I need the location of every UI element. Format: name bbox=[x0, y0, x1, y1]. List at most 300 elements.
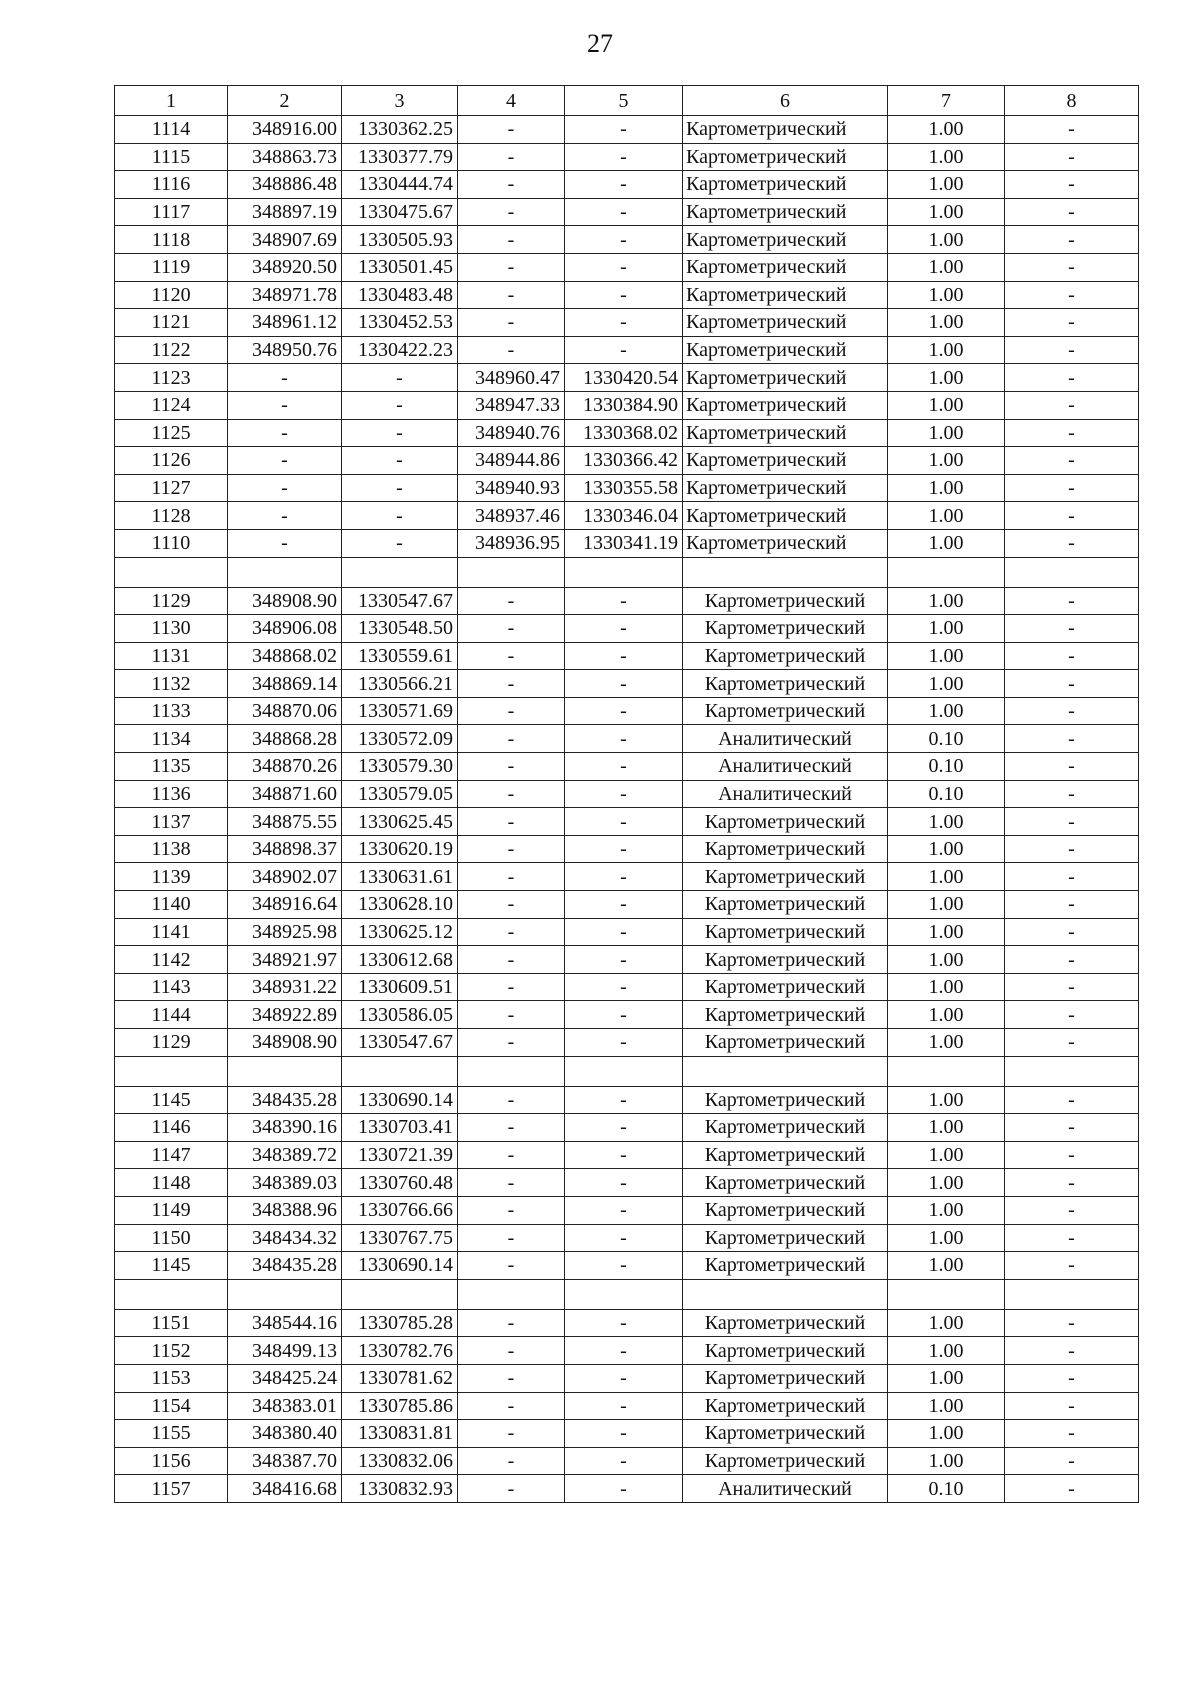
table-cell: 1132 bbox=[115, 670, 228, 698]
table-cell: 348920.50 bbox=[228, 253, 342, 281]
table-cell: 348869.14 bbox=[228, 670, 342, 698]
table-cell: - bbox=[228, 447, 342, 475]
table-row bbox=[115, 973, 1139, 1001]
table-cell: - bbox=[1005, 946, 1139, 974]
table-cell: - bbox=[458, 725, 565, 753]
table-cell: - bbox=[1005, 1029, 1139, 1057]
table-cell: - bbox=[565, 1114, 683, 1142]
table-cell: - bbox=[458, 780, 565, 808]
empty-cell bbox=[565, 557, 683, 587]
table-cell: - bbox=[458, 973, 565, 1001]
table-cell: - bbox=[1005, 171, 1139, 199]
table-cell: 348871.60 bbox=[228, 780, 342, 808]
table-row bbox=[115, 835, 1139, 863]
empty-cell bbox=[115, 557, 228, 587]
table-cell: - bbox=[228, 529, 342, 557]
table-row bbox=[115, 615, 1139, 643]
table-cell: Картометрический bbox=[683, 253, 888, 281]
table-cell: 1330766.66 bbox=[342, 1196, 458, 1224]
table-row bbox=[115, 419, 1139, 447]
table-row bbox=[115, 391, 1139, 419]
empty-cell bbox=[115, 1056, 228, 1086]
table-cell: 0.10 bbox=[888, 1475, 1005, 1503]
table-cell: Картометрический bbox=[683, 1196, 888, 1224]
table-cell: 1119 bbox=[115, 253, 228, 281]
table-cell: Картометрический bbox=[683, 1029, 888, 1057]
table-cell: 1.00 bbox=[888, 364, 1005, 392]
table-row bbox=[115, 364, 1139, 392]
table-cell: 1.00 bbox=[888, 891, 1005, 919]
table-cell: - bbox=[1005, 1169, 1139, 1197]
table-cell: 1.00 bbox=[888, 143, 1005, 171]
table-row bbox=[115, 474, 1139, 502]
table-cell: 1155 bbox=[115, 1420, 228, 1448]
table-cell: 1118 bbox=[115, 226, 228, 254]
table-cell: Картометрический bbox=[683, 863, 888, 891]
header-cell: 5 bbox=[565, 86, 683, 116]
table-cell: 1134 bbox=[115, 725, 228, 753]
table-cell: - bbox=[458, 116, 565, 144]
table-cell: 1.00 bbox=[888, 309, 1005, 337]
empty-cell bbox=[683, 557, 888, 587]
table-cell: - bbox=[1005, 615, 1139, 643]
table-cell: 1130 bbox=[115, 615, 228, 643]
table-cell: 348925.98 bbox=[228, 918, 342, 946]
table-cell: - bbox=[1005, 281, 1139, 309]
table-cell: - bbox=[228, 364, 342, 392]
table-cell: 348425.24 bbox=[228, 1364, 342, 1392]
table-cell: - bbox=[565, 697, 683, 725]
header-cell: 2 bbox=[228, 86, 342, 116]
table-cell: 1330566.21 bbox=[342, 670, 458, 698]
table-cell: - bbox=[565, 309, 683, 337]
table-cell: 1115 bbox=[115, 143, 228, 171]
table-cell: Картометрический bbox=[683, 973, 888, 1001]
table-cell: 1.00 bbox=[888, 918, 1005, 946]
table-row bbox=[115, 1475, 1139, 1503]
table-cell: - bbox=[1005, 1364, 1139, 1392]
table-cell: Аналитический bbox=[683, 1475, 888, 1503]
table-cell: 348908.90 bbox=[228, 1029, 342, 1057]
table-cell: 1330721.39 bbox=[342, 1141, 458, 1169]
table-cell: - bbox=[565, 143, 683, 171]
table-cell: - bbox=[565, 973, 683, 1001]
table-cell: 1129 bbox=[115, 1029, 228, 1057]
table-row bbox=[115, 116, 1139, 144]
table-cell: 348870.06 bbox=[228, 697, 342, 725]
table-cell: 1142 bbox=[115, 946, 228, 974]
coordinates-table bbox=[114, 85, 1139, 1503]
table-cell: 1330355.58 bbox=[565, 474, 683, 502]
table-cell: 1330346.04 bbox=[565, 502, 683, 530]
table-cell: Картометрический bbox=[683, 1224, 888, 1252]
table-cell: 1330609.51 bbox=[342, 973, 458, 1001]
table-row bbox=[115, 171, 1139, 199]
table-cell: 1.00 bbox=[888, 226, 1005, 254]
empty-cell bbox=[342, 557, 458, 587]
table-cell: 348434.32 bbox=[228, 1224, 342, 1252]
table-cell: - bbox=[342, 447, 458, 475]
table-cell: 1330547.67 bbox=[342, 587, 458, 615]
table-cell: - bbox=[1005, 808, 1139, 836]
table-cell: 1.00 bbox=[888, 863, 1005, 891]
table-cell: - bbox=[1005, 474, 1139, 502]
table-cell: - bbox=[565, 1475, 683, 1503]
table-cell: 1133 bbox=[115, 697, 228, 725]
table-cell: 348936.95 bbox=[458, 529, 565, 557]
table-cell: 348390.16 bbox=[228, 1114, 342, 1142]
table-cell: - bbox=[458, 808, 565, 836]
table-cell: 1330625.45 bbox=[342, 808, 458, 836]
table-cell: - bbox=[228, 419, 342, 447]
table-cell: 348416.68 bbox=[228, 1475, 342, 1503]
table-cell: 348868.02 bbox=[228, 642, 342, 670]
table-cell: 1330690.14 bbox=[342, 1086, 458, 1114]
table-cell: 1330548.50 bbox=[342, 615, 458, 643]
header-cell: 3 bbox=[342, 86, 458, 116]
table-cell: 1330501.45 bbox=[342, 253, 458, 281]
table-row bbox=[115, 725, 1139, 753]
table-cell: - bbox=[1005, 780, 1139, 808]
table-cell: 1114 bbox=[115, 116, 228, 144]
empty-cell bbox=[1005, 557, 1139, 587]
table-cell: 1.00 bbox=[888, 502, 1005, 530]
table-cell: 1.00 bbox=[888, 336, 1005, 364]
table-row bbox=[115, 946, 1139, 974]
table-cell: - bbox=[565, 226, 683, 254]
table-cell: 348960.47 bbox=[458, 364, 565, 392]
table-cell: Картометрический bbox=[683, 281, 888, 309]
table-cell: - bbox=[458, 642, 565, 670]
table-cell: 1.00 bbox=[888, 116, 1005, 144]
table-cell: 1330444.74 bbox=[342, 171, 458, 199]
table-cell: - bbox=[565, 615, 683, 643]
table-cell: Картометрический bbox=[683, 946, 888, 974]
table-cell: - bbox=[565, 1029, 683, 1057]
table-row bbox=[115, 281, 1139, 309]
table-cell: 1330832.93 bbox=[342, 1475, 458, 1503]
table-cell: - bbox=[565, 116, 683, 144]
table-cell: 348916.64 bbox=[228, 891, 342, 919]
table-cell: Картометрический bbox=[683, 116, 888, 144]
table-cell: - bbox=[228, 502, 342, 530]
table-cell: 1.00 bbox=[888, 697, 1005, 725]
table-cell: - bbox=[458, 143, 565, 171]
table-cell: 1330690.14 bbox=[342, 1252, 458, 1280]
table-cell: 1330831.81 bbox=[342, 1420, 458, 1448]
table-row bbox=[115, 863, 1139, 891]
table-cell: 1117 bbox=[115, 198, 228, 226]
table-cell: Картометрический bbox=[683, 1447, 888, 1475]
table-row bbox=[115, 1169, 1139, 1197]
table-cell: 1330625.12 bbox=[342, 918, 458, 946]
table-cell: - bbox=[1005, 753, 1139, 781]
table-cell: 1.00 bbox=[888, 1141, 1005, 1169]
table-cell: - bbox=[1005, 419, 1139, 447]
table-cell: - bbox=[1005, 1392, 1139, 1420]
table-cell: - bbox=[458, 253, 565, 281]
table-row bbox=[115, 143, 1139, 171]
table-row bbox=[115, 336, 1139, 364]
table-cell: 1.00 bbox=[888, 642, 1005, 670]
table-row bbox=[115, 529, 1139, 557]
table-cell: Картометрический bbox=[683, 198, 888, 226]
table-cell: - bbox=[1005, 143, 1139, 171]
table-cell: Картометрический bbox=[683, 1420, 888, 1448]
table-body bbox=[115, 86, 1139, 1503]
table-cell: 348389.03 bbox=[228, 1169, 342, 1197]
table-row bbox=[115, 670, 1139, 698]
table-cell: - bbox=[565, 1141, 683, 1169]
table-cell: Картометрический bbox=[683, 1252, 888, 1280]
table-cell: - bbox=[342, 529, 458, 557]
empty-cell bbox=[683, 1056, 888, 1086]
table-cell: 1330832.06 bbox=[342, 1447, 458, 1475]
table-cell: Картометрический bbox=[683, 587, 888, 615]
table-cell: 1330760.48 bbox=[342, 1169, 458, 1197]
table-cell: - bbox=[565, 1337, 683, 1365]
table-cell: - bbox=[1005, 226, 1139, 254]
table-cell: Картометрический bbox=[683, 1169, 888, 1197]
table-cell: 1.00 bbox=[888, 447, 1005, 475]
table-cell: Картометрический bbox=[683, 670, 888, 698]
table-cell: 1150 bbox=[115, 1224, 228, 1252]
table-cell: - bbox=[1005, 1196, 1139, 1224]
table-cell: 348937.46 bbox=[458, 502, 565, 530]
table-cell: - bbox=[1005, 447, 1139, 475]
table-cell: 1330559.61 bbox=[342, 642, 458, 670]
table-cell: - bbox=[1005, 1252, 1139, 1280]
table-cell: - bbox=[458, 835, 565, 863]
empty-cell bbox=[458, 1279, 565, 1309]
table-cell: 1.00 bbox=[888, 670, 1005, 698]
table-cell: 1151 bbox=[115, 1309, 228, 1337]
table-cell: - bbox=[458, 1169, 565, 1197]
table-cell: 348947.33 bbox=[458, 391, 565, 419]
table-row bbox=[115, 253, 1139, 281]
table-cell: - bbox=[458, 1001, 565, 1029]
table-row bbox=[115, 587, 1139, 615]
table-cell: 1.00 bbox=[888, 1337, 1005, 1365]
table-cell: 1.00 bbox=[888, 587, 1005, 615]
table-cell: - bbox=[458, 753, 565, 781]
table-cell: 1.00 bbox=[888, 1364, 1005, 1392]
table-row bbox=[115, 891, 1139, 919]
table-cell: - bbox=[565, 946, 683, 974]
table-cell: 1149 bbox=[115, 1196, 228, 1224]
table-cell: - bbox=[458, 697, 565, 725]
table-row bbox=[115, 642, 1139, 670]
table-cell: 348875.55 bbox=[228, 808, 342, 836]
table-cell: 1.00 bbox=[888, 171, 1005, 199]
table-cell: 348544.16 bbox=[228, 1309, 342, 1337]
table-cell: 1.00 bbox=[888, 1114, 1005, 1142]
table-cell: 1330483.48 bbox=[342, 281, 458, 309]
table-row bbox=[115, 1420, 1139, 1448]
empty-cell bbox=[888, 557, 1005, 587]
table-cell: Аналитический bbox=[683, 725, 888, 753]
table-cell: 1128 bbox=[115, 502, 228, 530]
table-cell: 1.00 bbox=[888, 1447, 1005, 1475]
empty-cell bbox=[458, 1056, 565, 1086]
table-cell: Картометрический bbox=[683, 171, 888, 199]
table-cell: - bbox=[565, 725, 683, 753]
table-cell: - bbox=[1005, 1114, 1139, 1142]
table-cell: 1139 bbox=[115, 863, 228, 891]
table-cell: 348971.78 bbox=[228, 281, 342, 309]
empty-cell bbox=[228, 1279, 342, 1309]
table-cell: - bbox=[1005, 1420, 1139, 1448]
table-cell: Картометрический bbox=[683, 419, 888, 447]
table-cell: - bbox=[565, 780, 683, 808]
empty-cell bbox=[683, 1279, 888, 1309]
table-cell: - bbox=[458, 1364, 565, 1392]
table-row bbox=[115, 1141, 1139, 1169]
table-cell: Картометрический bbox=[683, 336, 888, 364]
table-cell: 348921.97 bbox=[228, 946, 342, 974]
table-cell: 1330612.68 bbox=[342, 946, 458, 974]
table-cell: - bbox=[1005, 1086, 1139, 1114]
table-cell: - bbox=[342, 391, 458, 419]
table-cell: 1145 bbox=[115, 1252, 228, 1280]
empty-cell bbox=[115, 1279, 228, 1309]
empty-cell bbox=[342, 1056, 458, 1086]
table-cell: - bbox=[1005, 725, 1139, 753]
table-cell: 1.00 bbox=[888, 973, 1005, 1001]
table-cell: - bbox=[228, 474, 342, 502]
table-cell: - bbox=[565, 1447, 683, 1475]
table-cell: 348897.19 bbox=[228, 198, 342, 226]
table-cell: - bbox=[342, 364, 458, 392]
table-cell: Картометрический bbox=[683, 918, 888, 946]
table-cell: 1123 bbox=[115, 364, 228, 392]
table-cell: - bbox=[1005, 336, 1139, 364]
table-cell: - bbox=[565, 198, 683, 226]
table-cell: - bbox=[458, 281, 565, 309]
table-cell: - bbox=[565, 1309, 683, 1337]
empty-cell bbox=[228, 557, 342, 587]
table-cell: 348863.73 bbox=[228, 143, 342, 171]
table-cell: 0.10 bbox=[888, 753, 1005, 781]
empty-cell bbox=[342, 1279, 458, 1309]
separator-row bbox=[115, 1056, 1139, 1086]
table-cell: 1.00 bbox=[888, 1309, 1005, 1337]
table-cell: 1141 bbox=[115, 918, 228, 946]
table-cell: - bbox=[1005, 973, 1139, 1001]
table-cell: - bbox=[458, 1337, 565, 1365]
table-cell: - bbox=[1005, 116, 1139, 144]
table-cell: - bbox=[458, 1224, 565, 1252]
table-cell: Аналитический bbox=[683, 780, 888, 808]
table-cell: - bbox=[1005, 891, 1139, 919]
table-row bbox=[115, 1364, 1139, 1392]
empty-cell bbox=[228, 1056, 342, 1086]
table-cell: 1.00 bbox=[888, 1169, 1005, 1197]
table-cell: - bbox=[1005, 1224, 1139, 1252]
table-row bbox=[115, 1252, 1139, 1280]
table-cell: 348944.86 bbox=[458, 447, 565, 475]
table-cell: - bbox=[565, 1196, 683, 1224]
table-cell: 1136 bbox=[115, 780, 228, 808]
table-cell: 348908.90 bbox=[228, 587, 342, 615]
table-cell: - bbox=[458, 615, 565, 643]
table-cell: 1140 bbox=[115, 891, 228, 919]
table-row bbox=[115, 1337, 1139, 1365]
table-cell: Картометрический bbox=[683, 447, 888, 475]
header-cell: 7 bbox=[888, 86, 1005, 116]
table-cell: 348870.26 bbox=[228, 753, 342, 781]
table-cell: - bbox=[1005, 642, 1139, 670]
table-cell: - bbox=[1005, 697, 1139, 725]
table-cell: Картометрический bbox=[683, 891, 888, 919]
table-row bbox=[115, 918, 1139, 946]
table-cell: - bbox=[565, 891, 683, 919]
table-cell: Картометрический bbox=[683, 143, 888, 171]
table-cell: Картометрический bbox=[683, 1364, 888, 1392]
table-row bbox=[115, 1309, 1139, 1337]
table-cell: - bbox=[228, 391, 342, 419]
table-row bbox=[115, 447, 1139, 475]
table-row bbox=[115, 1196, 1139, 1224]
table-cell: 1330631.61 bbox=[342, 863, 458, 891]
table-cell: 1116 bbox=[115, 171, 228, 199]
table-cell: 1120 bbox=[115, 281, 228, 309]
empty-cell bbox=[565, 1279, 683, 1309]
table-cell: 348940.76 bbox=[458, 419, 565, 447]
table-cell: 348388.96 bbox=[228, 1196, 342, 1224]
table-cell: 1330586.05 bbox=[342, 1001, 458, 1029]
table-cell: 1330767.75 bbox=[342, 1224, 458, 1252]
table-cell: 1330782.76 bbox=[342, 1337, 458, 1365]
table-cell: 1.00 bbox=[888, 835, 1005, 863]
table-cell: 348435.28 bbox=[228, 1086, 342, 1114]
table-cell: 1330628.10 bbox=[342, 891, 458, 919]
table-cell: 1148 bbox=[115, 1169, 228, 1197]
table-cell: Картометрический bbox=[683, 808, 888, 836]
table-cell: 1330452.53 bbox=[342, 309, 458, 337]
table-cell: - bbox=[565, 171, 683, 199]
table-cell: - bbox=[458, 670, 565, 698]
table-cell: - bbox=[1005, 309, 1139, 337]
table-cell: - bbox=[1005, 835, 1139, 863]
header-cell: 6 bbox=[683, 86, 888, 116]
table-cell: 1.00 bbox=[888, 1224, 1005, 1252]
table-cell: 0.10 bbox=[888, 780, 1005, 808]
table-cell: - bbox=[1005, 391, 1139, 419]
separator-row bbox=[115, 1279, 1139, 1309]
table-cell: 1330579.30 bbox=[342, 753, 458, 781]
table-cell: Картометрический bbox=[683, 529, 888, 557]
table-cell: - bbox=[458, 226, 565, 254]
table-cell: Картометрический bbox=[683, 697, 888, 725]
table-row bbox=[115, 1114, 1139, 1142]
table-cell: 1330341.19 bbox=[565, 529, 683, 557]
table-cell: Картометрический bbox=[683, 615, 888, 643]
table-cell: - bbox=[458, 918, 565, 946]
page-number: 27 bbox=[587, 29, 613, 58]
table-cell: 1330703.41 bbox=[342, 1114, 458, 1142]
table-cell: - bbox=[1005, 670, 1139, 698]
table-cell: 1143 bbox=[115, 973, 228, 1001]
empty-cell bbox=[458, 557, 565, 587]
table-cell: 1147 bbox=[115, 1141, 228, 1169]
table-row bbox=[115, 198, 1139, 226]
table-cell: - bbox=[565, 918, 683, 946]
table-cell: 1.00 bbox=[888, 1029, 1005, 1057]
table-row bbox=[115, 753, 1139, 781]
table-cell: 1146 bbox=[115, 1114, 228, 1142]
table-cell: - bbox=[565, 1252, 683, 1280]
